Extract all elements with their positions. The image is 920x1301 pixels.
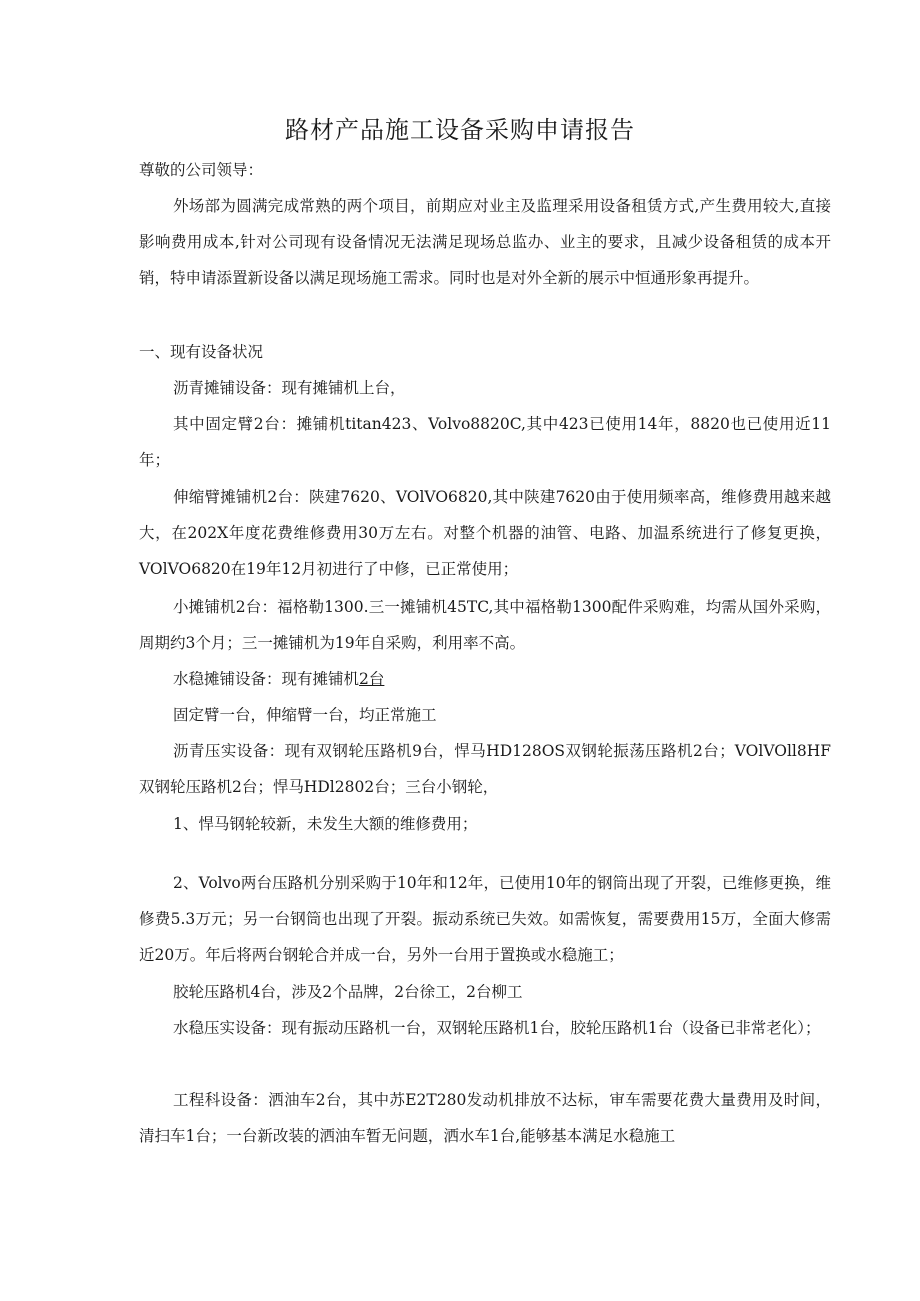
fixed-arm-paragraph: 其中固定臂2台：摊铺机titan423、Volvo8820C,其中423已使用14年，8820也已使用近11年； bbox=[139, 415, 831, 469]
list-item-1: 1、悍马钢轮较新，未发生大额的维修费用； bbox=[173, 815, 478, 833]
water-paver-detail-block bbox=[139, 697, 831, 733]
engineering-equipment-block bbox=[139, 1082, 831, 1154]
rubber-roller-paragraph: 胶轮压路机4台，涉及2个品牌，2台徐工，2台柳工 bbox=[173, 983, 523, 1001]
item1-block bbox=[139, 806, 831, 842]
small-paver-block bbox=[139, 589, 831, 661]
asphalt-compaction-block bbox=[139, 733, 831, 805]
intro-block bbox=[139, 188, 831, 296]
asphalt-paver-title: 沥青摊铺设备：现有摊铺机上台， bbox=[173, 379, 406, 397]
water-compaction-paragraph: 水稳压实设备：现有振动压路机一台，双钢轮压路机1台，胶轮压路机1台（设备已非常老化）； bbox=[173, 1019, 821, 1037]
salutation-block bbox=[139, 152, 831, 188]
rubber-roller-block bbox=[139, 974, 831, 1010]
water-paver-detail: 固定臂一台，伸缩臂一台，均正常施工 bbox=[173, 706, 437, 724]
section1-block bbox=[139, 334, 831, 370]
document-title: 路材产品施工设备采购申请报告 bbox=[285, 116, 635, 144]
water-paver-title bbox=[139, 661, 831, 697]
intro-paragraph: 外场部为圆满完成常熟的两个项目，前期应对业主及监理采用设备租赁方式,产生费用较大,直接影响费用成本,针对公司现有设备情况无法满足现场总监办、业主的要求，且减少设备租赁的成本开销，特申请添置新设备以满足现场施工需求。同时也是对外全新的展示中恒通形象再提升。 bbox=[139, 197, 831, 287]
telescopic-arm-paragraph: 伸缩臂摊铺机2台：陕建7620、VOlVO6820,其中陕建7620由于使用频率高，维修费用越来越大，在202X年度花费维修费用30万左右。对整个机器的油管、电路、加温系统进行了修复更换，VOlVO6820在19年12月初进行了中修，已正常使用； bbox=[139, 488, 831, 578]
fixed-arm-block bbox=[139, 406, 831, 478]
item2-block bbox=[139, 865, 831, 973]
asphalt-compaction-paragraph: 沥青压实设备：现有双钢轮压路机9台，悍马HD128OS双钢轮振荡压路机2台；VOlVOll8HF双钢轮压路机2台；悍马HDl2802台；三台小钢轮， bbox=[139, 742, 831, 796]
salutation: 尊敬的公司领导： bbox=[139, 161, 264, 179]
water-compaction-block bbox=[139, 1010, 831, 1046]
engineering-equipment-paragraph: 工程科设备：洒油车2台，其中苏E2T280发动机排放不达标，审车需要花费大量费用及时间，清扫车1台；一台新改装的洒油车暂无问题，洒水车1台,能够基本满足水稳施工 bbox=[139, 1091, 831, 1145]
list-item-2: 2、Volvo两台压路机分别采购于10年和12年，已使用10年的钢筒出现了开裂，已维修更换，维修费5.3万元；另一台钢筒也出现了开裂。振动系统已失效。如需恢复，需要费用15万，全面大修需近20万。年后将两台钢轮合并成一台，另外一台用于置换或水稳施工； bbox=[139, 874, 831, 964]
asphalt-paver-block bbox=[139, 370, 831, 406]
water-paver-count: 2台 bbox=[359, 670, 385, 688]
water-paver-block bbox=[139, 661, 831, 697]
small-paver-paragraph: 小摊铺机2台：福格勒1300.三一摊铺机45TC,其中福格勒1300配件采购难，均需从国外采购，周期约3个月；三一摊铺机为19年自采购，利用率不高。 bbox=[139, 598, 831, 652]
water-paver-prefix: 水稳摊铺设备：现有摊铺机 bbox=[173, 670, 360, 688]
section-heading: 一、现有设备状况 bbox=[139, 343, 264, 361]
telescopic-arm-block bbox=[139, 479, 831, 587]
